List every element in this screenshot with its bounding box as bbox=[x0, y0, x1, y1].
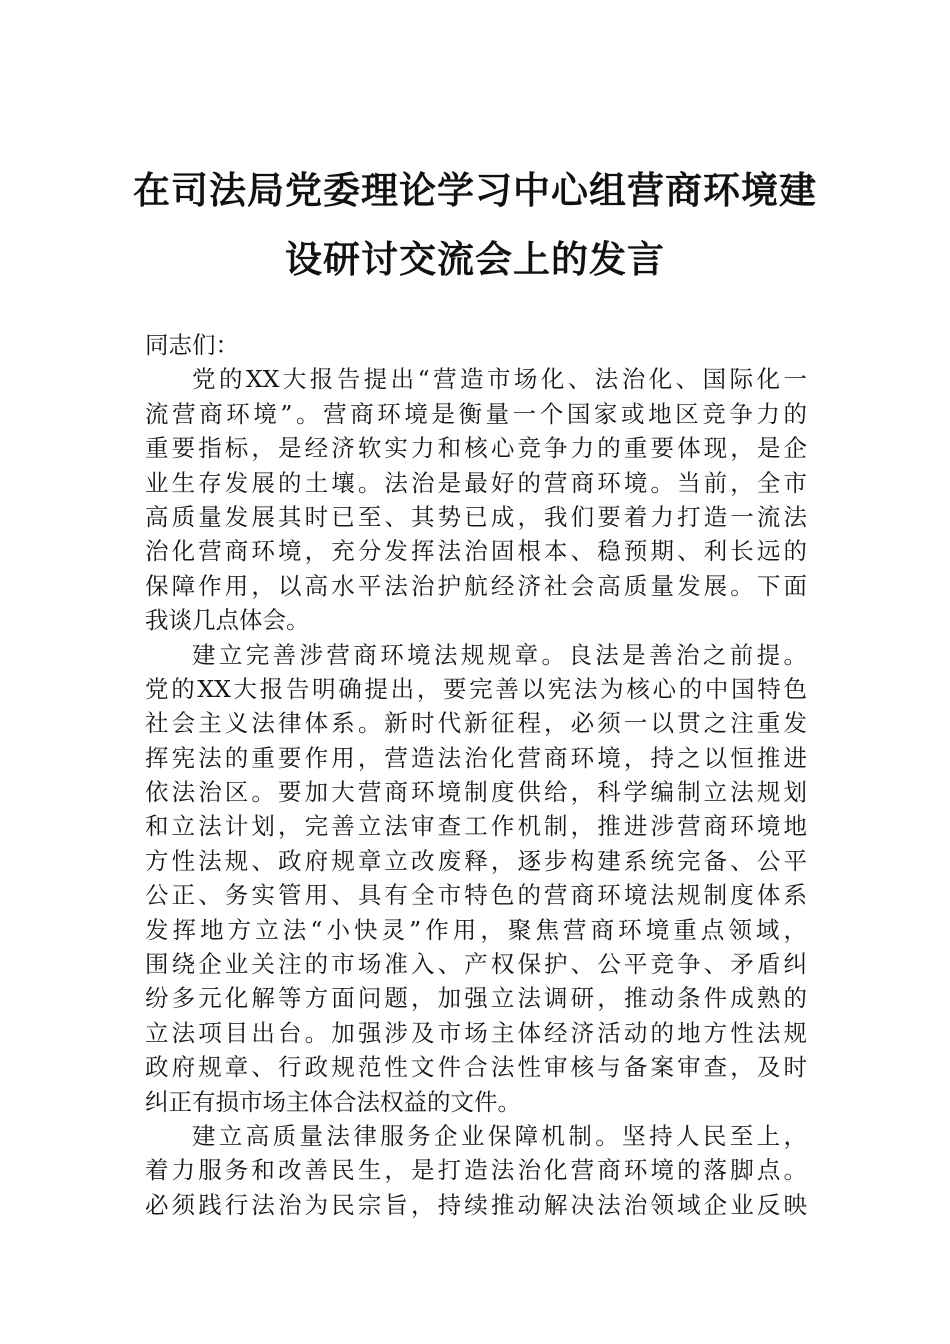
paragraph-line: 纠正有损市场主体合法权益的文件。 bbox=[145, 1087, 521, 1116]
paragraph-line: 社会主义法律体系。新时代新征程，必须一以贯之注重发 bbox=[145, 709, 807, 738]
paragraph-line: 围绕企业关注的市场准入、产权保护、公平竞争、矛盾纠 bbox=[145, 950, 807, 979]
paragraph-line: 着力服务和改善民生，是打造法治化营商环境的落脚点。 bbox=[145, 1156, 807, 1185]
paragraph-line: 方性法规、政府规章立改废释，逐步构建系统完备、公平 bbox=[145, 846, 807, 875]
paragraph-line: 建立完善涉营商环境法规规章。良法是善治之前提。 bbox=[192, 640, 807, 669]
paragraph-line: 党的XX大报告提出“营造市场化、法治化、国际化一 bbox=[192, 365, 807, 394]
paragraph-line: 保障作用，以高水平法治护航经济社会高质量发展。下面 bbox=[145, 571, 807, 600]
paragraph-line: 依法治区。要加大营商环境制度供给，科学编制立法规划 bbox=[145, 778, 807, 807]
salutation: 同志们： bbox=[145, 331, 239, 359]
paragraph-line: 重要指标，是经济软实力和核心竞争力的重要体现，是企 bbox=[145, 434, 807, 463]
paragraph-line: 和立法计划，完善立法审查工作机制，推进涉营商环境地 bbox=[145, 812, 807, 841]
paragraph-line: 立法项目出台。加强涉及市场主体经济活动的地方性法规 bbox=[145, 1018, 807, 1047]
document-body bbox=[145, 328, 807, 1222]
paragraph-line: 业生存发展的土壤。法治是最好的营商环境。当前，全市 bbox=[145, 468, 807, 497]
paragraph-line: 我谈几点体会。 bbox=[145, 606, 310, 635]
paragraph-line: 纷多元化解等方面问题，加强立法调研，推动条件成熟的 bbox=[145, 984, 807, 1013]
paragraph-line: 必须践行法治为民宗旨，持续推动解决法治领域企业反映 bbox=[145, 1190, 807, 1219]
paragraph-line: 高质量发展其时已至、其势已成，我们要着力打造一流法 bbox=[145, 502, 807, 531]
document-title-line-2: 设研讨交流会上的发言 bbox=[285, 238, 665, 281]
paragraph-line: 公正、务实管用、具有全市特色的营商环境法规制度体系 bbox=[145, 881, 807, 910]
paragraph-line: 党的XX大报告明确提出，要完善以宪法为核心的中国特色 bbox=[145, 674, 807, 703]
paragraph-line: 流营商环境”。营商环境是衡量一个国家或地区竞争力的 bbox=[145, 399, 807, 428]
paragraph-line: 治化营商环境，充分发挥法治固根本、稳预期、利长远的 bbox=[145, 537, 807, 566]
paragraph-line: 挥宪法的重要作用，营造法治化营商环境，持之以恒推进 bbox=[145, 743, 807, 772]
paragraph-line: 政府规章、行政规范性文件合法性审核与备案审查，及时 bbox=[145, 1053, 807, 1082]
paragraph-line: 发挥地方立法“小快灵”作用，聚焦营商环境重点领域， bbox=[145, 915, 807, 944]
paragraph-line: 建立高质量法律服务企业保障机制。坚持人民至上， bbox=[192, 1121, 807, 1150]
document-title-line-1: 在司法局党委理论学习中心组营商环境建 bbox=[133, 169, 817, 212]
